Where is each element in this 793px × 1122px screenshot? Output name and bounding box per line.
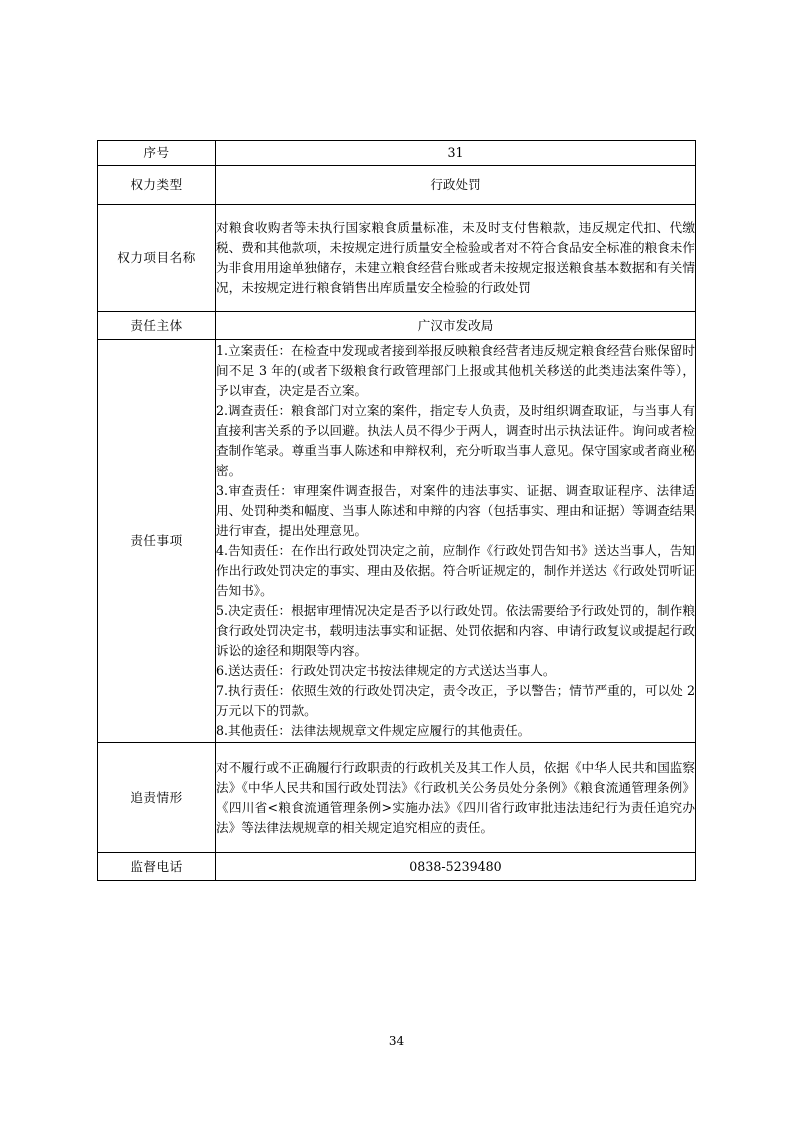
duty-item-decision: 5.决定责任：根据审理情况决定是否予以行政处罚。依法需要给予行政处罚的，制作粮食行政处罚决定书，载明违法事实和证据、处罚依据和内容、申请行政复议或提起行政诉讼的途径和期限等内容。 — [216, 603, 695, 658]
serial-value: 31 — [216, 141, 696, 166]
duty-item-execution: 7.执行责任：依照生效的行政处罚决定，责令改正，予以警告；情节严重的，可以处 2 万元以下的罚款。 — [216, 683, 695, 718]
duty-item-investigation: 2.调查责任：粮食部门对立案的案件，指定专人负责，及时组织调查取证，与当事人有直接利害关系的予以回避。执法人员不得少于两人，调查时出示执法证件。询问或者检查制作笔录。尊重当事人陈述和申辩权利，充分听取当事人意见。保守国家或者商业秘密。 — [216, 403, 695, 478]
duty-item-delivery: 6.送达责任：行政处罚决定书按法律规定的方式送达当事人。 — [216, 663, 556, 678]
duties-label: 责任事项 — [98, 340, 216, 743]
table-row-phone — [98, 853, 696, 881]
table-row-subject — [98, 312, 696, 340]
table-row-power-item — [98, 205, 696, 312]
duties-list — [216, 340, 696, 743]
duty-item-review: 3.审查责任：审理案件调查报告，对案件的违法事实、证据、调查取证程序、法律适用、处罚种类和幅度、当事人陈述和申辩的内容（包括事实、理由和证据）等调查结果进行审查，提出处理意见。 — [216, 483, 695, 538]
phone-value: 0838-5239480 — [216, 853, 696, 881]
table-row-serial — [98, 141, 696, 166]
table-row-power-type — [98, 166, 696, 205]
subject-label: 责任主体 — [98, 312, 216, 340]
power-item-label: 权力项目名称 — [98, 205, 216, 312]
accountability-value: 对不履行或不正确履行行政职责的行政机关及其工作人员，依据《中华人民共和国监察法》《中华人民共和国行政处罚法》《行政机关公务员处分条例》《粮食流通管理条例》《四川省<粮食流通管理条例>实施办法》《四川省行政审批违法违纪行为责任追究办法》等法律法规规章的相关规定追究相应的责任。 — [216, 743, 696, 853]
serial-label: 序号 — [98, 141, 216, 166]
power-item-value: 对粮食收购者等未执行国家粮食质量标准，未及时支付售粮款，违反规定代扣、代缴税、费和其他款项，未按规定进行质量安全检验或者对不符合食品安全标准的粮食未作为非食用用途单独储存，未建立粮食经营台账或者未按规定报送粮食基本数据和有关情况，未按规定进行粮食销售出库质量安全检验的行政处罚 — [216, 205, 696, 312]
power-type-value: 行政处罚 — [216, 166, 696, 205]
phone-label: 监督电话 — [98, 853, 216, 881]
power-type-label: 权力类型 — [98, 166, 216, 205]
table-row-accountability — [98, 743, 696, 853]
duty-item-other: 8.其他责任：法律法规规章文件规定应履行的其他责任。 — [216, 723, 531, 738]
page-number: 34 — [388, 1034, 405, 1048]
table-row-duties — [98, 340, 696, 743]
responsibility-table — [97, 140, 696, 881]
duty-item-filing: 1.立案责任：在检查中发现或者接到举报反映粮食经营者违反规定粮食经营台账保留时间不足 3 年的(或者下级粮食行政管理部门上报或其他机关移送的此类违法案件等），予以审查，决定是否立案。 — [216, 343, 695, 398]
accountability-label: 追责情形 — [98, 743, 216, 853]
subject-value: 广汉市发改局 — [216, 312, 696, 340]
duty-item-notification: 4.告知责任：在作出行政处罚决定之前，应制作《行政处罚告知书》送达当事人，告知作出行政处罚决定的事实、理由及依据。符合听证规定的，制作并送达《行政处罚听证告知书》。 — [216, 543, 695, 598]
